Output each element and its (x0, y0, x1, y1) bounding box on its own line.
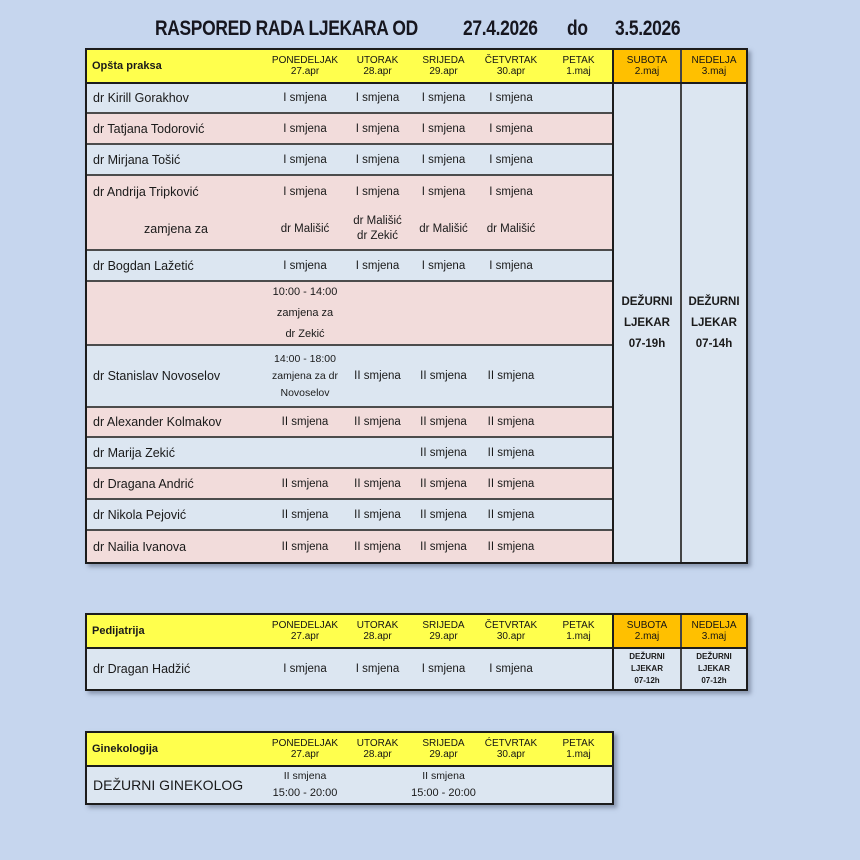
shift-cell-fri (545, 251, 612, 280)
shift-cell-mon: II smjena (281, 416, 329, 428)
doctor-row (87, 649, 746, 689)
shift-cell-tue: I smjena (355, 153, 400, 166)
doctor-name: dr Alexander Kolmakov (93, 415, 222, 429)
shift-cell-fri (545, 649, 612, 689)
shift-cell-mon: I smjena (283, 122, 327, 135)
shift-cell-wed: I smjena (421, 122, 466, 135)
day-header-wednesday (410, 50, 477, 82)
doctor-row (87, 500, 612, 531)
duty-gynecologist-label: DEŽURNI GINEKOLOG (93, 777, 244, 793)
shift-cell-mon: II smjena (281, 540, 329, 553)
shift-cell-tue: I smjena (355, 92, 400, 104)
doctor-name: dr Dragan Hadžić (93, 662, 191, 676)
shift-cell-wed: II smjena (420, 370, 467, 382)
doctor-row (87, 438, 612, 469)
duty-gynecologist-row (87, 767, 612, 803)
shift-cell-thu: I smjena (489, 663, 533, 675)
day-name: SRIJEDA (422, 55, 465, 66)
day-header-thursday: ĆETVRTAK 30.apr (477, 733, 545, 765)
day-header-monday: PONEDELJAK 27.apr (265, 733, 345, 765)
shift-cell-wed: II smjena (420, 477, 467, 490)
shift-cell-wed: II smjena (420, 508, 467, 521)
shift-cell-thu (477, 282, 545, 345)
shift-cell-fri (545, 531, 612, 562)
doctor-name-cell (87, 176, 265, 249)
shift-cell-fri (545, 114, 612, 143)
day-date: 3.maj (701, 66, 727, 77)
day-name: PONEDELJAK (271, 55, 339, 66)
shift-cell-thu: I smjena (489, 259, 533, 272)
shift-cell-wed: I smjena (421, 259, 466, 272)
shift-cell-fri (545, 176, 612, 249)
day-header-monday: PONEDELJAK 27.apr (265, 615, 345, 647)
doctor-name (87, 282, 265, 345)
day-header-friday: PETAK 1.maj (545, 733, 612, 765)
shift-cell-tue: II smjena (354, 508, 401, 521)
shift-cell-mon: II smjena (281, 477, 329, 490)
shift-cell-wed: II smjena (420, 416, 467, 428)
day-header-friday: PETAK 1.maj (545, 615, 612, 647)
title-do-word: do (567, 17, 588, 40)
substitute-doctor: dr Mališić (419, 222, 468, 235)
shift-cell-fri (545, 438, 612, 467)
sunday-duty-cell: DEŽURNI LJEKAR 07-12h (680, 649, 746, 689)
shift-cell-tue: I smjena dr Mališić dr Zekić (345, 176, 410, 249)
shift-cell-fri (545, 500, 612, 529)
table-header (87, 615, 746, 649)
shift-cell-wed: II smjena 15:00 - 20:00 (411, 770, 476, 799)
doctor-row (87, 469, 612, 500)
title-date-from: 27.4.2026 (463, 17, 538, 40)
saturday-duty-cell: DEŽURNI LJEKAR 07-12h (612, 649, 680, 689)
shift-cell-tue (345, 282, 410, 345)
shift-cell-wed (410, 282, 477, 345)
shift-cell-mon: I smjena (283, 153, 327, 166)
doctor-name: dr Andrija Tripković (93, 185, 199, 199)
shift-cell-thu: II smjena (487, 370, 535, 382)
doctor-name: dr Stanislav Novoselov (93, 369, 221, 383)
shift-cell-wed: I smjena dr Mališić (410, 176, 477, 249)
section-label: Pedijatrija (87, 615, 265, 647)
section-label: Opšta praksa (87, 50, 265, 82)
doctor-row (87, 145, 612, 176)
shift-cell-wed: I smjena (421, 92, 466, 104)
shift-cell-fri (545, 84, 612, 112)
day-header-tuesday: UTORAK 28.apr (345, 615, 410, 647)
day-header-saturday (612, 50, 680, 82)
schedule-table-ginekologija (85, 731, 614, 805)
shift-cell-thu: I smjena dr Mališić (477, 176, 545, 249)
doctor-row (87, 84, 612, 114)
section-label: Ginekologija (87, 733, 265, 765)
title-date-to: 3.5.2026 (615, 17, 681, 40)
shift-cell-tue: II smjena (354, 370, 401, 382)
day-date: 2.maj (634, 66, 660, 77)
shift-cell-tue: I smjena (355, 663, 400, 675)
shift-cell-mon: 10:00 - 14:00 zamjena za dr Zekić (272, 286, 338, 340)
substitution-label: zamjena za (144, 221, 208, 236)
shift-cell-fri (545, 408, 612, 436)
weekday-rows (87, 84, 612, 562)
shift-cell-tue: II smjena (354, 477, 401, 490)
day-date: 29.apr (429, 66, 458, 77)
shift-cell-fri (545, 767, 612, 803)
day-date: 28.apr (363, 66, 392, 77)
shift-cell-wed: II smjena (420, 540, 467, 553)
shift-cell-tue (345, 767, 410, 803)
shift-cell-tue: I smjena (355, 259, 400, 272)
table-body (87, 84, 746, 562)
day-name: SUBOTA (626, 55, 668, 66)
substitute-doctor: dr Mališić (486, 222, 536, 235)
schedule-table-pedijatrija (85, 613, 748, 691)
shift-cell-mon: I smjena (283, 92, 327, 104)
day-date: 1.maj (566, 66, 591, 77)
day-header-wednesday: SRIJEDA 29.apr (410, 733, 477, 765)
doctor-row (87, 114, 612, 145)
day-header-thursday (477, 50, 545, 82)
doctor-name: dr Kirill Gorakhov (93, 91, 189, 105)
substitute-doctors: dr Mališić dr Zekić (353, 214, 402, 242)
day-name: NEDELJA (691, 55, 737, 66)
day-header-tuesday: UTORAK 28.apr (345, 733, 410, 765)
shift-cell-thu: I smjena (489, 122, 533, 135)
shift-cell-mon: I smjena (283, 259, 327, 272)
doctor-row-substitution (87, 176, 612, 251)
shift-cell-thu: II smjena (487, 416, 535, 428)
doctor-name: dr Nailia Ivanova (93, 539, 187, 554)
shift-cell-mon: 14:00 - 18:00 zamjena za dr Novoselov (272, 352, 338, 399)
shift-cell-mon (265, 438, 345, 467)
day-name: UTORAK (356, 55, 399, 66)
page-title: RASPORED RADA LJEKARA OD (155, 17, 418, 40)
doctor-name: dr Mirjana Tošić (93, 152, 181, 167)
day-date: 30.apr (496, 66, 526, 77)
shift-cell-tue: I smjena (355, 122, 400, 135)
shift-cell-mon: I smjena dr Mališić (265, 176, 345, 249)
day-header-friday (545, 50, 612, 82)
shift-cell-thu: II smjena (487, 446, 535, 459)
day-header-sunday: NEDELJA 3.maj (680, 615, 746, 647)
substitute-doctor: dr Mališić (280, 222, 330, 235)
shift-cell-thu: II smjena (487, 477, 535, 490)
shift-cell-thu: II smjena (487, 540, 535, 553)
shift-cell-tue: II smjena (354, 540, 401, 553)
shift-cell-fri (545, 145, 612, 174)
shift-cell-wed: I smjena (421, 153, 466, 166)
shift-cell-fri (545, 346, 612, 406)
shift-cell-tue (345, 438, 410, 467)
day-name: PETAK (562, 55, 595, 66)
doctor-row (87, 251, 612, 282)
doctor-row (87, 346, 612, 408)
day-date: 27.apr (290, 66, 320, 77)
doctor-name: dr Marija Zekić (93, 445, 175, 460)
day-header-saturday: SUBOTA 2.maj (612, 615, 680, 647)
shift-cell-mon: I smjena (283, 663, 327, 675)
shift-cell-fri (545, 282, 612, 345)
shift-cell-wed: I smjena (421, 663, 466, 675)
doctor-name: dr Dragana Andrić (93, 476, 194, 491)
saturday-duty-cell: DEŽURNI LJEKAR 07-19h (612, 84, 680, 562)
sunday-duty-cell: DEŽURNI LJEKAR 07-14h (680, 84, 746, 562)
doctor-row (87, 531, 612, 562)
shift-cell-tue: II smjena (354, 416, 401, 428)
day-header-monday (265, 50, 345, 82)
shift-cell-mon: II smjena (281, 508, 329, 521)
table-header (87, 733, 612, 767)
doctor-name: dr Nikola Pejović (93, 507, 187, 522)
shift-cell-thu (477, 767, 545, 803)
shift-cell-thu: I smjena (489, 92, 533, 104)
day-header-tuesday (345, 50, 410, 82)
table-header (87, 50, 746, 84)
day-header-sunday (680, 50, 746, 82)
shift-cell-mon: II smjena 15:00 - 20:00 (272, 770, 338, 799)
doctor-name: dr Tatjana Todorović (93, 121, 205, 136)
day-header-thursday: ČETVRTAK 30.apr (477, 615, 545, 647)
day-header-wednesday: SRIJEDA 29.apr (410, 615, 477, 647)
substitution-row (87, 282, 612, 346)
shift-cell-fri (545, 469, 612, 498)
doctor-row (87, 408, 612, 438)
shift-cell-thu: I smjena (489, 153, 533, 166)
schedule-table-opsta-praksa (85, 48, 748, 564)
day-name: ČETVRTAK (484, 55, 538, 66)
shift-cell-thu: II smjena (487, 508, 535, 521)
doctor-name: dr Bogdan Lažetić (93, 258, 194, 273)
shift-cell-wed: II smjena (420, 446, 467, 459)
